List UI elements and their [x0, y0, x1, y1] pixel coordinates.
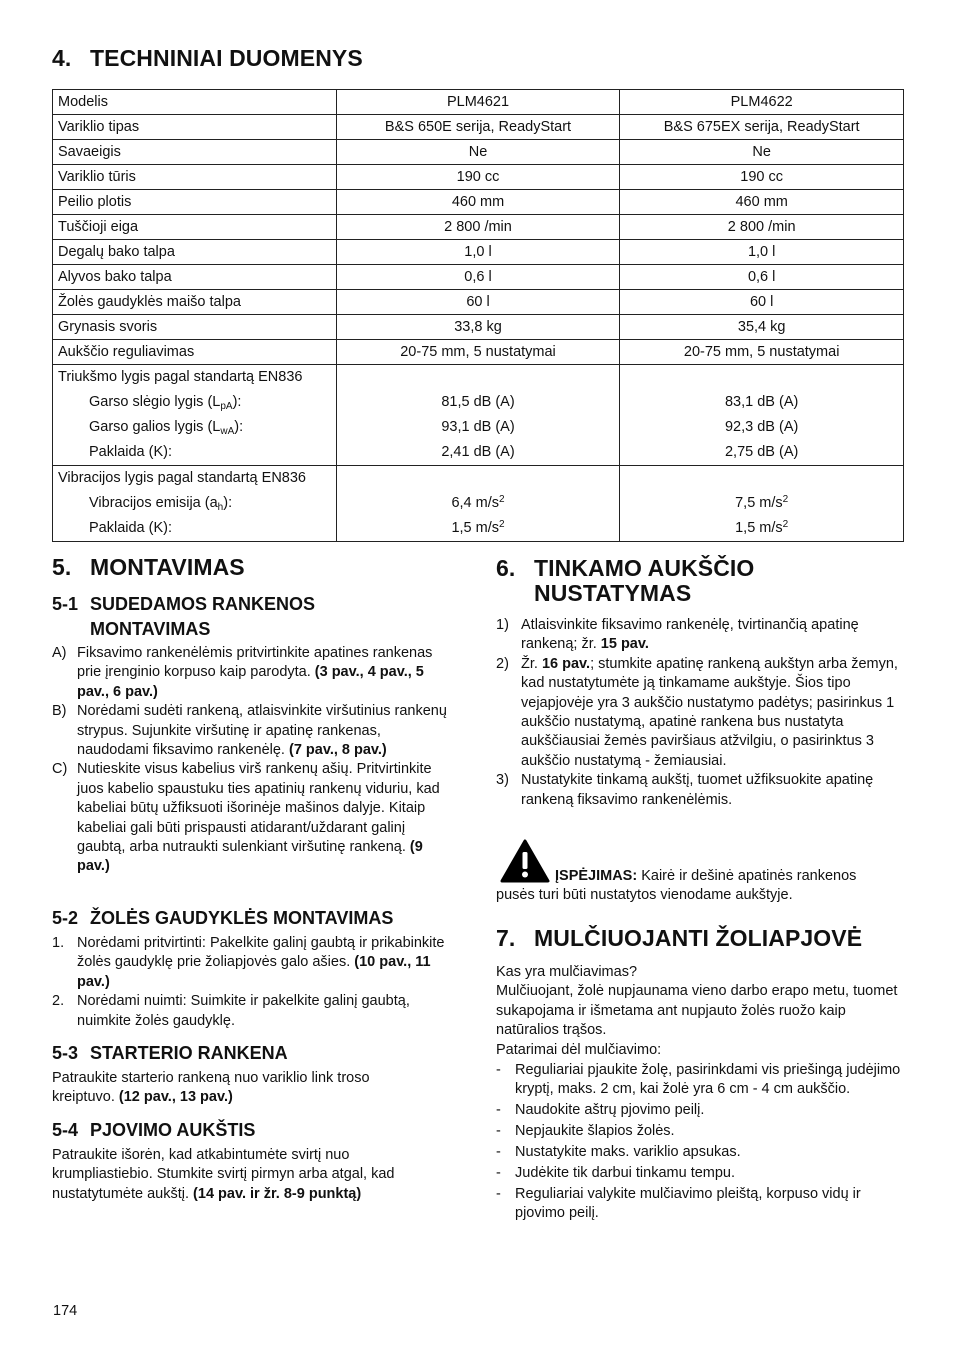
- section-7-heading: 7. MULČIUOJANTI ŽOLIAPJOVĖ: [496, 925, 863, 951]
- table-row: [53, 340, 904, 365]
- section-number: 4.: [52, 45, 72, 71]
- table-cell-value: B&S 650E serija, ReadyStart: [336, 115, 620, 140]
- list-item: 1. Norėdami pritvirtinti: Pakelkite galinį gaubtą ir prikabinkite žolės gaudyklę prie žoliapjovės galo ašies. (10 pav., 11 pav.): [52, 935, 445, 990]
- vib-label-cell: [53, 466, 337, 542]
- list-item: - Reguliariai pjaukite žolę, pasirinkdami vis priešingą judėjimo kryptį, maks. 2 cm, kai žolė yra 6 cm - 4 cm aukščio.: [496, 1062, 901, 1098]
- list-item: 1) Atlaisvinkite fiksavimo rankenėlę, tvirtinančią apatinę rankeną; žr. 15 pav.: [496, 617, 859, 653]
- list-item: - Nepjaukite šlapios žolės.: [496, 1123, 675, 1140]
- section-6-list: [496, 616, 900, 810]
- table-cell-value: 190 cc: [620, 165, 904, 190]
- lwa-label: Garso galios lygis $(L_{wA})$:: [89, 419, 244, 437]
- table-row: [53, 265, 904, 290]
- table-row: [53, 240, 904, 265]
- table-row: [53, 90, 904, 115]
- section-7-body: [496, 963, 902, 1225]
- noise-values-a: 81,5 dB (A) 93,1 dB (A) 2,41 dB (A): [336, 365, 620, 466]
- table-cell-value: B&S 675EX serija, ReadyStart: [620, 115, 904, 140]
- mulch-question: Kas yra mulčiavimas?: [496, 964, 638, 980]
- noise-k-label: Paklaida (K):: [89, 444, 173, 460]
- table-cell-value: 0,6 l: [336, 265, 620, 290]
- table-cell-label: Savaeigis: [53, 140, 337, 165]
- ah-label: Vibracijos emisija $(a_h)$:: [89, 495, 233, 513]
- table-cell-value: Ne: [620, 140, 904, 165]
- subsection-5-2-heading: 5-2 ŽOLĖS GAUDYKLĖS MONTAVIMAS: [52, 908, 394, 928]
- table-row: [53, 115, 904, 140]
- vib-values-a: 6,4 $m/s^2$ 1,5 $m/s^2$: [336, 466, 620, 542]
- table-row: [53, 290, 904, 315]
- section-5-2-list: [52, 934, 447, 1031]
- table-cell-value: PLM4621: [336, 90, 620, 115]
- subsection-5-4-heading: 5-4 PJOVIMO AUKŠTIS: [52, 1120, 256, 1140]
- list-item: 2. Norėdami nuimti: Suimkite ir pakelkite galinį gaubtą, nuimkite žolės gaudyklę.: [52, 993, 410, 1029]
- table-cell-label: Variklio tipas: [53, 115, 337, 140]
- list-item: B) Norėdami sudėti rankeną, atlaisvinkite viršutinius rankenų strypus. Sujunkite viršutinę ir apatinę rankenas, naudodami fiksavimo rankenėlę. (7 pav., 8 pav.): [52, 703, 447, 759]
- table-cell-value: 1,0 l: [336, 240, 620, 265]
- table-cell-value: 2 800 /min: [620, 215, 904, 240]
- table-cell-value: 0,6 l: [620, 265, 904, 290]
- section-number: 5.: [52, 554, 72, 580]
- lpa-label: Garso slėgio lygis $(L_{pA})$:: [89, 394, 242, 412]
- list-item: - Naudokite aštrų pjovimo peilį.: [496, 1102, 705, 1119]
- section-6-heading: 6. TINKAMO AUKŠČIO NUSTATYMAS: [496, 555, 755, 606]
- section-5-4-text: Patraukite išorėn, kad atkabintumėte svirtį nuo krumpliastiebio. Stumkite svirtį pirmyn arba atgal, kad nustatytumėte aukštį. (14 pav. ir žr. 8-9 punktą): [52, 1147, 395, 1202]
- table-cell-label: Degalų bako talpa: [53, 240, 337, 265]
- table-cell-value: 190 cc: [336, 165, 620, 190]
- table-cell-label: Tuščioji eiga: [53, 215, 337, 240]
- table-cell-value: PLM4622: [620, 90, 904, 115]
- table-cell-value: 2 800 /min: [336, 215, 620, 240]
- table-cell-label: Modelis: [53, 90, 337, 115]
- list-item: 2) Žr. 16 pav.; stumkite apatinę rankeną aukštyn arba žemyn, kad nustatytumėte ją tinkamame aukštyje. Šios tipo vejapjovėje yra 3 aukščio nustatymo padėtys; pasirinkus 1 aukščio nustatymą, apatinė rankena bus nustatyta aukščiausiai žemės paviršiaus atžvilgiu, o pasirinktus 3 aukščio nustatymą - žemiausiai.: [496, 655, 898, 769]
- table-row: [53, 190, 904, 215]
- table-cell-label: Peilio plotis: [53, 190, 337, 215]
- table-cell-value: 33,8 kg: [336, 315, 620, 340]
- table-row: [53, 165, 904, 190]
- noise-values-b: 83,1 dB (A) 92,3 dB (A) 2,75 dB (A): [620, 365, 904, 466]
- subsection-5-1-heading: 5-1 SUDEDAMOS RANKENOS MONTAVIMAS: [52, 594, 316, 639]
- table-cell-value: 1,0 l: [620, 240, 904, 265]
- list-item: C) Nutieskite visus kabelius virš rankenų ašių. Pritvirtinkite juos kabelio spaustuku ties apatinių rankenų viduriu, kad kabeliai būtų užfiksuoti išorinėje mašinos dalyje. Kitaip kabeliai gali būti prispausti atidarant/uždarant galinį gaubtą, arba nutraukti sulenkiant viršutinę rankeną. (9 pav.): [52, 761, 440, 875]
- table-cell-value: 60 l: [620, 290, 904, 315]
- warning-text: ĮSPĖJIMAS: Kairė ir dešinė apatinės rankenos pusės turi būti nustatytos vienodame aukštyje.: [496, 868, 857, 904]
- section-5-3-text: Patraukite starterio rankeną nuo variklio link troso kreiptuvo. (12 pav., 13 pav.): [52, 1070, 370, 1106]
- page-number: 174: [53, 1303, 78, 1319]
- section-title: TECHNINIAI DUOMENYS: [90, 45, 363, 71]
- list-item: - Judėkite tik darbui tinkamu tempu.: [496, 1165, 736, 1182]
- table-cell-label: Grynasis svoris: [53, 315, 337, 340]
- vib-values-b: 7,5 $m/s^2$ 1,5 $m/s^2$: [620, 466, 904, 542]
- subsection-5-3-heading: 5-3 STARTERIO RANKENA: [52, 1043, 288, 1063]
- mulch-tips-label: Patarimai dėl mulčiavimo:: [496, 1041, 662, 1058]
- table-cell-label: Aukščio reguliavimas: [53, 340, 337, 365]
- table-cell-value: Ne: [336, 140, 620, 165]
- table-cell-value: 60 l: [336, 290, 620, 315]
- table-cell-value: 20-75 mm, 5 nustatymai: [336, 340, 620, 365]
- section-4-heading: [52, 46, 363, 71]
- section-title: MONTAVIMAS: [90, 554, 245, 580]
- mulch-paragraph: Mulčiuojant, žolė nupjaunama vieno darbo erapo metu, tuomet sukapojama ir išmetama ant nupjauto žolės ruožo kaip natūralios trąšos.: [496, 983, 898, 1039]
- table-cell-label: Variklio tūris: [53, 165, 337, 190]
- vib-header: Vibracijos lygis pagal standartą EN836: [58, 470, 306, 486]
- table-row-vibration: [53, 466, 904, 542]
- spec-table: [52, 89, 904, 542]
- list-item: 3) Nustatykite tinkamą aukštį, tuomet užfiksuokite apatinę rankeną fiksavimo rankenėlėmis.: [496, 772, 874, 808]
- table-row-noise: [53, 365, 904, 466]
- table-cell-value: 460 mm: [336, 190, 620, 215]
- list-item: - Nustatykite maks. variklio apsukas.: [496, 1144, 741, 1161]
- section-5-heading: [52, 555, 245, 580]
- list-item: - Reguliariai valykite mulčiavimo pleištą, korpuso vidų ir pjovimo peilį.: [496, 1185, 861, 1222]
- table-cell-value: 35,4 kg: [620, 315, 904, 340]
- table-row: [53, 315, 904, 340]
- table-cell-value: 460 mm: [620, 190, 904, 215]
- table-cell-label: Žolės gaudyklės maišo talpa: [53, 290, 337, 315]
- list-item: A) Fiksavimo rankenėlėmis pritvirtinkite apatines rankenas prie įrenginio korpuso kaip parodyta. (3 pav., 4 pav., 5 pav., 6 pav.): [52, 645, 433, 700]
- section-5-1-list: [52, 644, 450, 877]
- vib-k-label: Paklaida (K):: [89, 520, 173, 536]
- table-cell-label: Alyvos bako talpa: [53, 265, 337, 290]
- mulch-tips-list: [496, 1061, 902, 1224]
- noise-header: Triukšmo lygis pagal standartą EN836: [58, 369, 303, 385]
- table-row: [53, 215, 904, 240]
- table-row: [53, 140, 904, 165]
- table-cell-value: 20-75 mm, 5 nustatymai: [620, 340, 904, 365]
- noise-label-cell: [53, 365, 337, 466]
